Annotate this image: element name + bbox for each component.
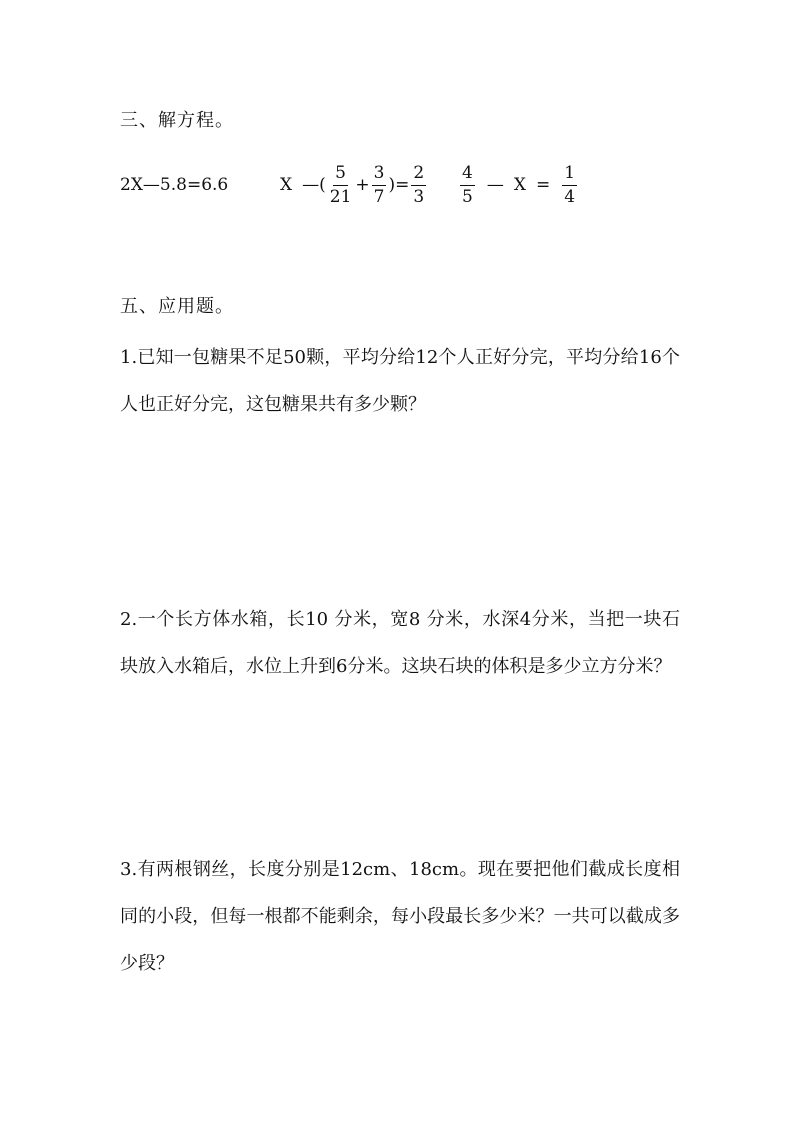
eq2-plus: +	[355, 175, 370, 195]
fraction-denominator: 21	[329, 186, 352, 207]
equations-row	[120, 155, 740, 215]
fraction-denominator: 7	[373, 186, 385, 207]
fraction-denominator: 4	[564, 186, 576, 207]
eq3-fraction-2	[562, 162, 577, 207]
eq2-close-equals: )=	[388, 175, 410, 195]
equation-1: 2X—5.8=6.6	[120, 175, 229, 195]
fraction-numerator: 1	[562, 165, 577, 186]
problem-2: 2.一个长方体水箱，长10 分米，宽8 分米，水深4分米，当把一块石块放入水箱后，水位上升到6分米。这块石块的体积是多少立方分米？	[120, 609, 680, 677]
eq2-x: X	[280, 175, 293, 195]
problem-1: 1.已知一包糖果不足50颗，平均分给12个人正好分完，平均分给16个人也正好分完，这包糖果共有多少颗？	[120, 347, 680, 415]
eq3-minus: —	[486, 175, 504, 195]
equation-3	[458, 155, 579, 215]
eq3-equals: =	[535, 175, 551, 195]
problem-3: 3.有两根钢丝，长度分别是12cm、18cm。现在要把他们截成长度相同的小段，但每一根都不能剩余，每小段最长多少米？一共可以截成多少段？	[120, 859, 680, 974]
fraction-denominator: 5	[462, 186, 473, 207]
section-3-heading: 三、解方程。	[120, 110, 234, 131]
eq2-fraction-3	[411, 162, 426, 207]
eq2-fraction-2	[372, 162, 387, 207]
fraction-numerator: 3	[372, 165, 387, 186]
eq2-fraction-1	[328, 162, 354, 207]
fraction-numerator: 2	[411, 165, 426, 186]
equation-2	[280, 155, 428, 215]
eq3-x: X	[513, 175, 526, 195]
eq3-fraction-1	[460, 162, 475, 207]
section-5-heading: 五、应用题。	[120, 296, 234, 317]
fraction-numerator: 5	[333, 165, 348, 186]
fraction-denominator: 3	[413, 186, 425, 207]
fraction-numerator: 4	[460, 165, 475, 186]
eq2-minus-open: —(	[302, 175, 326, 195]
